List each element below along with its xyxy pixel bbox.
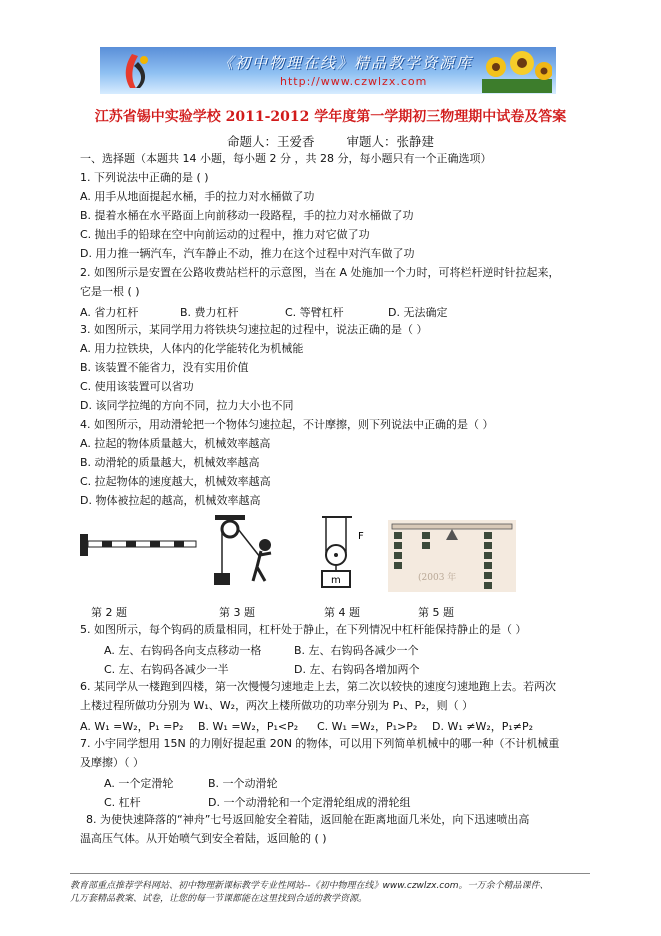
q4-movable-pulley-figure — [318, 515, 378, 590]
q3-option-a: A. 用力拉铁块，人体内的化学能转化为机械能 — [80, 342, 304, 355]
figure-4-label: 第 4 题 — [324, 606, 360, 619]
setter-name: 命题人：王爱香 — [226, 134, 315, 149]
q7-option-a: A. 一个定滑轮 — [104, 777, 174, 790]
q2-option-b: B. 费力杠杆 — [180, 306, 239, 319]
q5-option-a: A. 左、右钩码各向支点移动一格 — [104, 644, 262, 657]
q2-option-c: C. 等臂杠杆 — [285, 306, 344, 319]
q5-option-b: B. 左、右钩码各减少一个 — [294, 644, 419, 657]
force-label: F — [358, 531, 364, 542]
q7-option-b: B. 一个动滑轮 — [208, 777, 278, 790]
q1-option-b: B. 提着水桶在水平路面上向前移动一段路程，手的拉力对水桶做了功 — [80, 209, 414, 222]
q7-stem-line2: 及摩擦）（ ） — [80, 756, 144, 769]
q3-option-c: C. 使用该装置可以省功 — [80, 380, 194, 393]
q5-option-d: D. 左、右钩码各增加两个 — [294, 663, 420, 676]
section-heading: 一、选择题（本题共 14 小题，每小题 2 分 ，共 28 分，每小题只有一个正确选项） — [80, 152, 492, 165]
q6-option-c: C. W₁ =W₂，P₁>P₂ — [317, 720, 418, 733]
site-banner — [100, 47, 556, 94]
q3-option-b: B. 该装置不能省力，没有实用价值 — [80, 361, 249, 374]
q8-stem-line2: 温高压气体。从开始喷气到安全着陆，返回舱的 ( ) — [80, 832, 327, 845]
exam-title: 江苏省锡中实验学校 2011-2012 学年度第一学期初三物理期中试卷及答案 — [94, 109, 567, 125]
figure-2-label: 第 2 题 — [91, 606, 127, 619]
q7-stem-line1: 7. 小宇同学想用 15N 的力刚好提起重 20N 的物体，可以用下列简单机械中的哪一种（不计机械重 — [80, 737, 560, 750]
figure-3-label: 第 3 题 — [219, 606, 255, 619]
q7-option-c: C. 杠杆 — [104, 796, 141, 809]
footer-divider — [70, 873, 590, 874]
q6-option-d: D. W₁ ≠W₂，P₁≠P₂ — [432, 720, 534, 733]
footer-note — [70, 880, 590, 906]
site-logo-icon — [118, 52, 152, 90]
sunflower-image — [482, 49, 552, 93]
q2-option-d: D. 无法确定 — [388, 306, 448, 319]
q1-stem: 1. 下列说法中正确的是 ( ) — [80, 171, 209, 184]
reviewer-name: 审题人：张静建 — [346, 134, 434, 149]
q4-stem: 4. 如图所示，用动滑轮把一个物体匀速拉起，不计摩擦，则下列说法中正确的是（ ） — [80, 418, 494, 431]
q5-option-c: C. 左、右钩码各减少一半 — [104, 663, 229, 676]
footer-line-2: 几万套精品教案、试卷，让您的每一节课都能在这里找到合适的教学资源。 — [70, 894, 368, 904]
figure-5-label: 第 5 题 — [418, 606, 454, 619]
q3-pulley-figure — [205, 515, 285, 590]
q6-option-a: A. W₁ =W₂，P₁ =P₂ — [80, 720, 184, 733]
q3-option-d: D. 该同学拉绳的方向不同，拉力大小也不同 — [80, 399, 294, 412]
q6-stem-line2: 上楼过程所做功分别为 W₁、W₂，两次上楼所做功的功率分别为 P₁、P₂，则（ ） — [80, 699, 474, 712]
q4-option-d: D. 物体被拉起的越高，机械效率越高 — [80, 494, 261, 507]
q3-stem: 3. 如图所示，某同学用力将铁块匀速拉起的过程中，说法正确的是（ ） — [80, 323, 428, 336]
q1-option-a: A. 用手从地面提起水桶，手的拉力对水桶做了功 — [80, 190, 315, 203]
q5-stem: 5. 如图所示，每个钩码的质量相同，杠杆处于静止，在下列情况中杠杆能保持静止的是（ ） — [80, 623, 527, 636]
site-url[interactable]: http://www.czwlzx.com — [280, 75, 428, 88]
q2-stem-line2: 它是一根 ( ) — [80, 285, 140, 298]
q7-option-d: D. 一个动滑轮和一个定滑轮组成的滑轮组 — [208, 796, 411, 809]
q6-stem-line1: 6. 某同学从一楼跑到四楼，第一次慢慢匀速地走上去，第二次以较快的速度匀速地跑上去。若两次 — [80, 680, 556, 693]
q1-option-c: C. 抛出手的铅球在空中向前运动的过程中，推力对它做了功 — [80, 228, 370, 241]
q4-option-b: B. 动滑轮的质量越大，机械效率越高 — [80, 456, 260, 469]
q2-stem-line1: 2. 如图所示是安置在公路收费站栏杆的示意图，当在 A 处施加一个力时，可将栏杆逆时针拉起来， — [80, 266, 560, 279]
q1-option-d: D. 用力推一辆汽车，汽车静止不动，推力在这个过程中对汽车做了功 — [80, 247, 415, 260]
q4-option-c: C. 拉起物体的速度越大，机械效率越高 — [80, 475, 271, 488]
year-mark: (2003 年 — [418, 573, 457, 583]
q5-lever-figure — [388, 520, 516, 592]
q4-option-a: A. 拉起的物体质量越大，机械效率越高 — [80, 437, 271, 450]
site-name: 《初中物理在线》精品教学资源库 — [218, 54, 474, 72]
q8-stem-line1: 8. 为使快速降落的“神舟”七号返回舱安全着陆，返回舱在距离地面几米处，向下迅速喷出高 — [86, 813, 530, 826]
q2-toll-barrier-figure — [78, 530, 198, 560]
q2-option-a: A. 省力杠杆 — [80, 306, 139, 319]
mass-label: m — [331, 575, 341, 586]
q6-option-b: B. W₁ =W₂，P₁<P₂ — [198, 720, 299, 733]
footer-line-1: 教育部重点推荐学科网站、初中物理新课标教学专业性网站--《初中物理在线》www.czwlzx.com。一万余个精品课件、 — [70, 881, 549, 891]
authors-line — [0, 132, 661, 150]
